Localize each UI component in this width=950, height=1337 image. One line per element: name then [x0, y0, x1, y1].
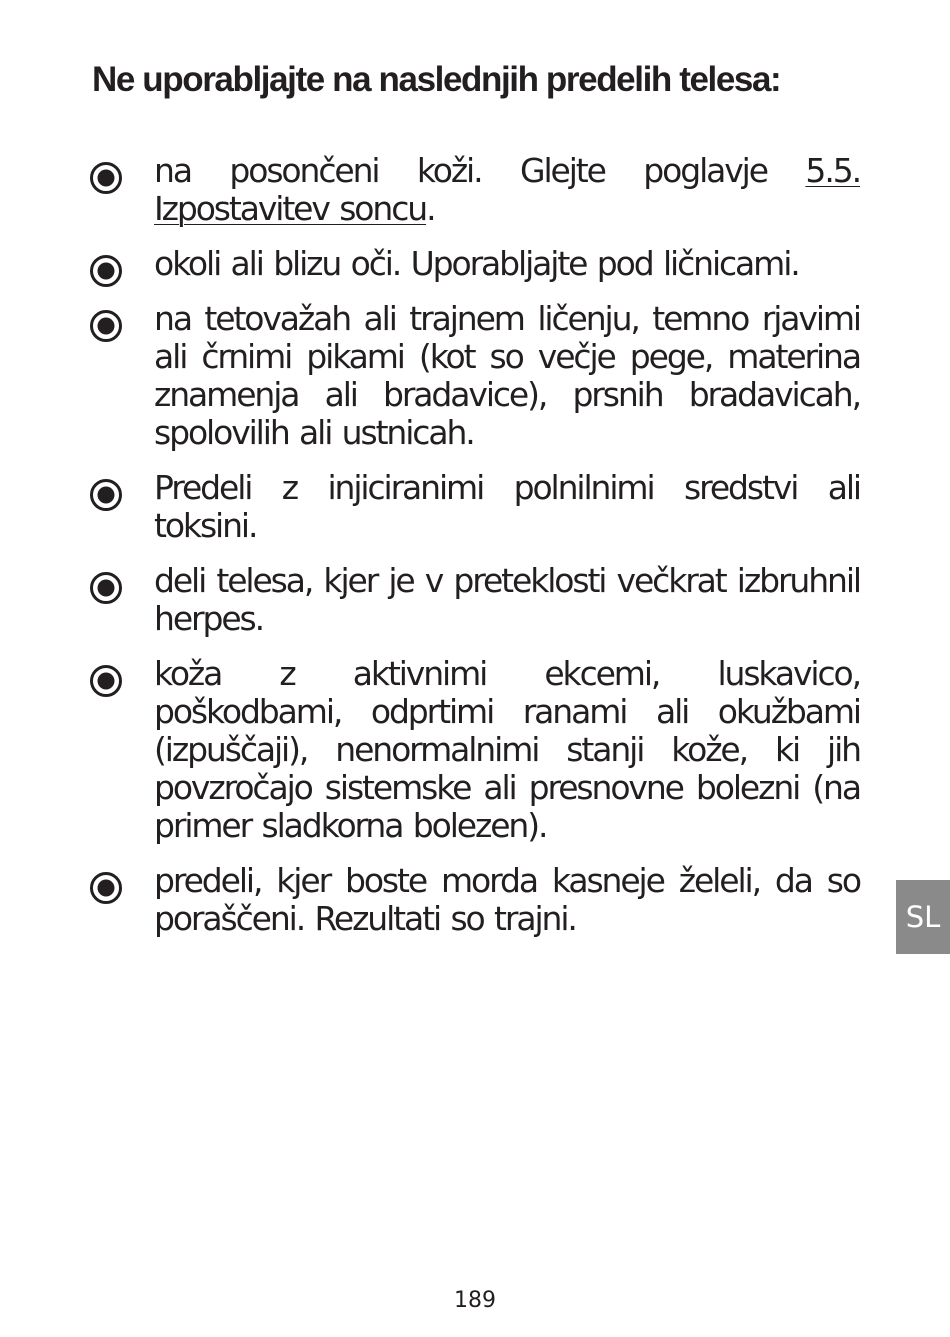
circled-dot-icon [88, 570, 124, 606]
list-item [88, 862, 860, 938]
list-item-text: okoli ali blizu oči. Uporabljajte pod ličnicami. [154, 244, 799, 283]
circled-dot-icon [88, 663, 124, 699]
list-item [88, 562, 860, 638]
circled-dot-icon [88, 870, 124, 906]
list-item-text-suffix: . [426, 189, 435, 228]
section-heading: Ne uporabljajte na naslednjih predelih telesa: [92, 60, 781, 99]
circled-dot-icon [88, 253, 124, 289]
list-item [88, 300, 860, 452]
list-item-text: predeli, kjer boste morda kasneje želeli, da so poraščeni. Rezultati so trajni. [154, 861, 860, 938]
list-item [88, 245, 860, 283]
page-number: 189 [454, 1288, 496, 1313]
list-item-text: deli telesa, kjer je v preteklosti večkrat izbruhnil herpes. [154, 561, 860, 638]
list-item-text [154, 152, 860, 228]
circled-dot-icon [88, 477, 124, 513]
chapter-link[interactable]: 5.5. Izpostavitev soncu [154, 151, 860, 228]
list-item [88, 469, 860, 545]
list-item-text-lead: na posončeni koži. Glejte poglavje [154, 151, 806, 190]
language-tab: SL [896, 880, 950, 954]
circled-dot-icon [88, 160, 124, 196]
list-item [88, 655, 860, 845]
list-item-text: na tetovažah ali trajnem ličenju, temno rjavimi ali črnimi pikami (kot so večje pege, materina znamenja ali bradavice), prsnih bradavicah, spolovilih ali ustnicah. [154, 299, 860, 452]
list-item-text: koža z aktivnimi ekcemi, luskavico, poškodbami, odprtimi ranami ali okužbami (izpuščaji), nenormalnimi stanji kože, ki jih povzročajo sistemske ali presnovne bolezni (na primer sladkorna bolezen). [154, 654, 860, 845]
bullet-list [88, 152, 860, 955]
list-item [88, 152, 860, 228]
list-item-text: Predeli z injiciranimi polnilnimi sredstvi ali toksini. [154, 468, 860, 545]
circled-dot-icon [88, 308, 124, 344]
